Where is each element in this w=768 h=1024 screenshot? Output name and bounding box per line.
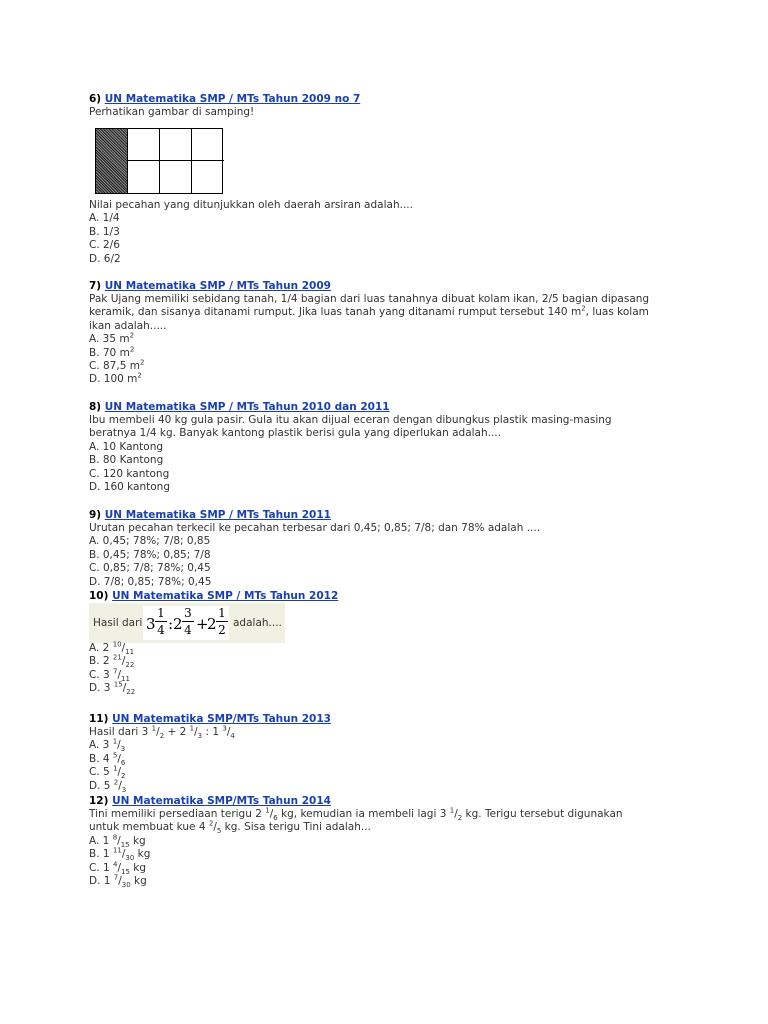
option: C. 5 $^1/_2$ (89, 764, 126, 781)
formula-label-after: adalah.... (233, 617, 282, 629)
option: A. 0,45; 78%; 7/8; 0,85 (89, 535, 211, 548)
formula-fraction: 3 4 (182, 606, 194, 637)
option: B. 80 Kantong (89, 454, 164, 467)
question-10-link[interactable]: UN Matematika SMP / MTs Tahun 2012 (112, 590, 339, 602)
question-8-link[interactable]: UN Matematika SMP / MTs Tahun 2010 dan 2011 (104, 401, 390, 413)
question-10 (89, 590, 659, 603)
question-6-text: Nilai pecahan yang ditunjukkan oleh daerah arsiran adalah.... (89, 199, 413, 211)
option: C. 87,5 $m^2$ (89, 358, 145, 372)
option: B. 1 $^{11}/_{30}$ kg (89, 846, 151, 863)
formula-whole: 2 (207, 615, 217, 633)
question-6-intro: Perhatikan gambar di samping! (89, 106, 255, 118)
question-12-text: untuk membuat kue 4 $^2/_5$ kg. Sisa terigu Tini adalah... (89, 819, 371, 836)
question-8-heading: 8) UN Matematika SMP / MTs Tahun 2010 dan 2011 (89, 401, 390, 413)
option: C. 1 $^4/_{15}$ kg (89, 860, 147, 876)
option: B. 2 $^{21}/_{22}$ (89, 653, 135, 670)
question-8 (89, 401, 659, 494)
option: A. 3 $^1/_3$ (89, 737, 126, 754)
option: D. 100 $m^2$ (89, 371, 142, 386)
question-7-heading: 7) UN Matematika SMP / MTs Tahun 2009 (89, 280, 331, 292)
question-7 (89, 280, 659, 387)
question-6-body (89, 199, 659, 266)
question-6-heading: 6) UN Matematika SMP / MTs Tahun 2009 no 7 (89, 93, 361, 105)
grid-divider (127, 129, 128, 193)
option: C. 3 $^7/_{11}$ (89, 667, 130, 683)
question-7-text: ikan adalah..... (89, 319, 167, 332)
option: D. 6/2 (89, 252, 121, 265)
question-11-link[interactable]: UN Matematika SMP/MTs Tahun 2013 (112, 713, 331, 725)
question-9-text: Urutan pecahan terkecil ke pecahan terbesar dari 0,45; 0,85; 7/8; dan 78% adalah .... (89, 522, 541, 534)
question-9-link[interactable]: UN Matematika SMP / MTs Tahun 2011 (104, 509, 331, 521)
option: C. 120 kantong (89, 467, 170, 480)
formula-operator: : (168, 615, 174, 633)
fraction-grid-figure (95, 128, 223, 194)
question-12-heading: 12) UN Matematika SMP/MTs Tahun 2014 (89, 795, 331, 807)
option: D. 3 $^{15}/_{22}$ (89, 680, 136, 697)
grid-cell (128, 129, 160, 161)
grid-cell (192, 161, 224, 193)
question-9-heading: 9) UN Matematika SMP / MTs Tahun 2011 (89, 509, 331, 521)
option: B. 70 $m^2$ (89, 345, 135, 359)
question-11-heading: 11) UN Matematika SMP/MTs Tahun 2013 (89, 713, 331, 725)
question-9 (89, 509, 659, 589)
question-7-text: keramik, dan sisanya ditanami rumput. Jika luas tanah yang ditanami rumput tersebut 140 $m^2$, luas kolam (89, 304, 649, 319)
formula-label-before: Hasil dari (93, 617, 143, 629)
question-10-options (89, 642, 659, 696)
formula-whole: 2 (173, 615, 183, 633)
option: D. 5 $^2/_3$ (89, 778, 127, 794)
option: D. 160 kantong (89, 480, 170, 493)
grid-cell (128, 161, 160, 193)
question-8-text: Ibu membeli 40 kg gula pasir. Gula itu akan dijual eceran dengan dibungkus plastik masing-masing (89, 414, 612, 426)
formula-fraction: 1 2 (216, 606, 228, 637)
option: B. 0,45; 78%; 0,85; 7/8 (89, 548, 211, 561)
option: D. 1 $^7/_{30}$ kg (89, 873, 147, 890)
question-12-text: Tini memiliki persediaan terigu 2 $^1/_6$ kg, kemudian ia membeli lagi 3 $^1/_2$ kg. Terigu tersebut digunakan (89, 806, 623, 823)
option: A. 35 $m^2$ (89, 331, 135, 346)
question-6 (89, 93, 659, 119)
option: B. 4 $^5/_6$ (89, 751, 126, 767)
question-6-link[interactable]: UN Matematika SMP / MTs Tahun 2009 no 7 (104, 93, 361, 105)
option: A. 1/4 (89, 212, 120, 225)
shaded-region (96, 129, 128, 193)
question-12 (89, 795, 659, 888)
grid-cell (192, 129, 224, 161)
formula-operator: + (196, 615, 209, 633)
formula-image (143, 606, 229, 640)
option: A. 2 $^{10}/_{11}$ (89, 640, 135, 657)
option: C. 2/6 (89, 239, 120, 252)
grid-cell (160, 161, 192, 193)
question-10-formula-box (89, 603, 285, 643)
option: D. 7/8; 0,85; 78%; 0,45 (89, 575, 212, 588)
question-7-link[interactable]: UN Matematika SMP / MTs Tahun 2009 (104, 280, 331, 292)
question-10-heading: 10) UN Matematika SMP / MTs Tahun 2012 (89, 590, 339, 602)
option: A. 1 $^8/_{15}$ kg (89, 833, 146, 849)
formula-fraction: 1 4 (155, 606, 167, 637)
formula-whole: 3 (146, 615, 156, 633)
question-7-text: Pak Ujang memiliki sebidang tanah, 1/4 bagian dari luas tanahnya dibuat kolam ikan, 2/5 bagian dipasang (89, 293, 650, 305)
question-12-link[interactable]: UN Matematika SMP/MTs Tahun 2014 (112, 795, 331, 807)
question-8-text: beratnya 1/4 kg. Banyak kantong plastik berisi gula yang diperlukan adalah.... (89, 427, 501, 440)
option: C. 0,85; 7/8; 78%; 0,45 (89, 562, 211, 575)
option: B. 1/3 (89, 225, 120, 238)
question-11 (89, 713, 659, 793)
question-11-text: Hasil dari 3 $^1/_2 + 2$ $^1/_3$ : 1 $^3/_4$ (89, 724, 235, 741)
option: A. 10 Kantong (89, 440, 164, 453)
grid-cell (160, 129, 192, 161)
